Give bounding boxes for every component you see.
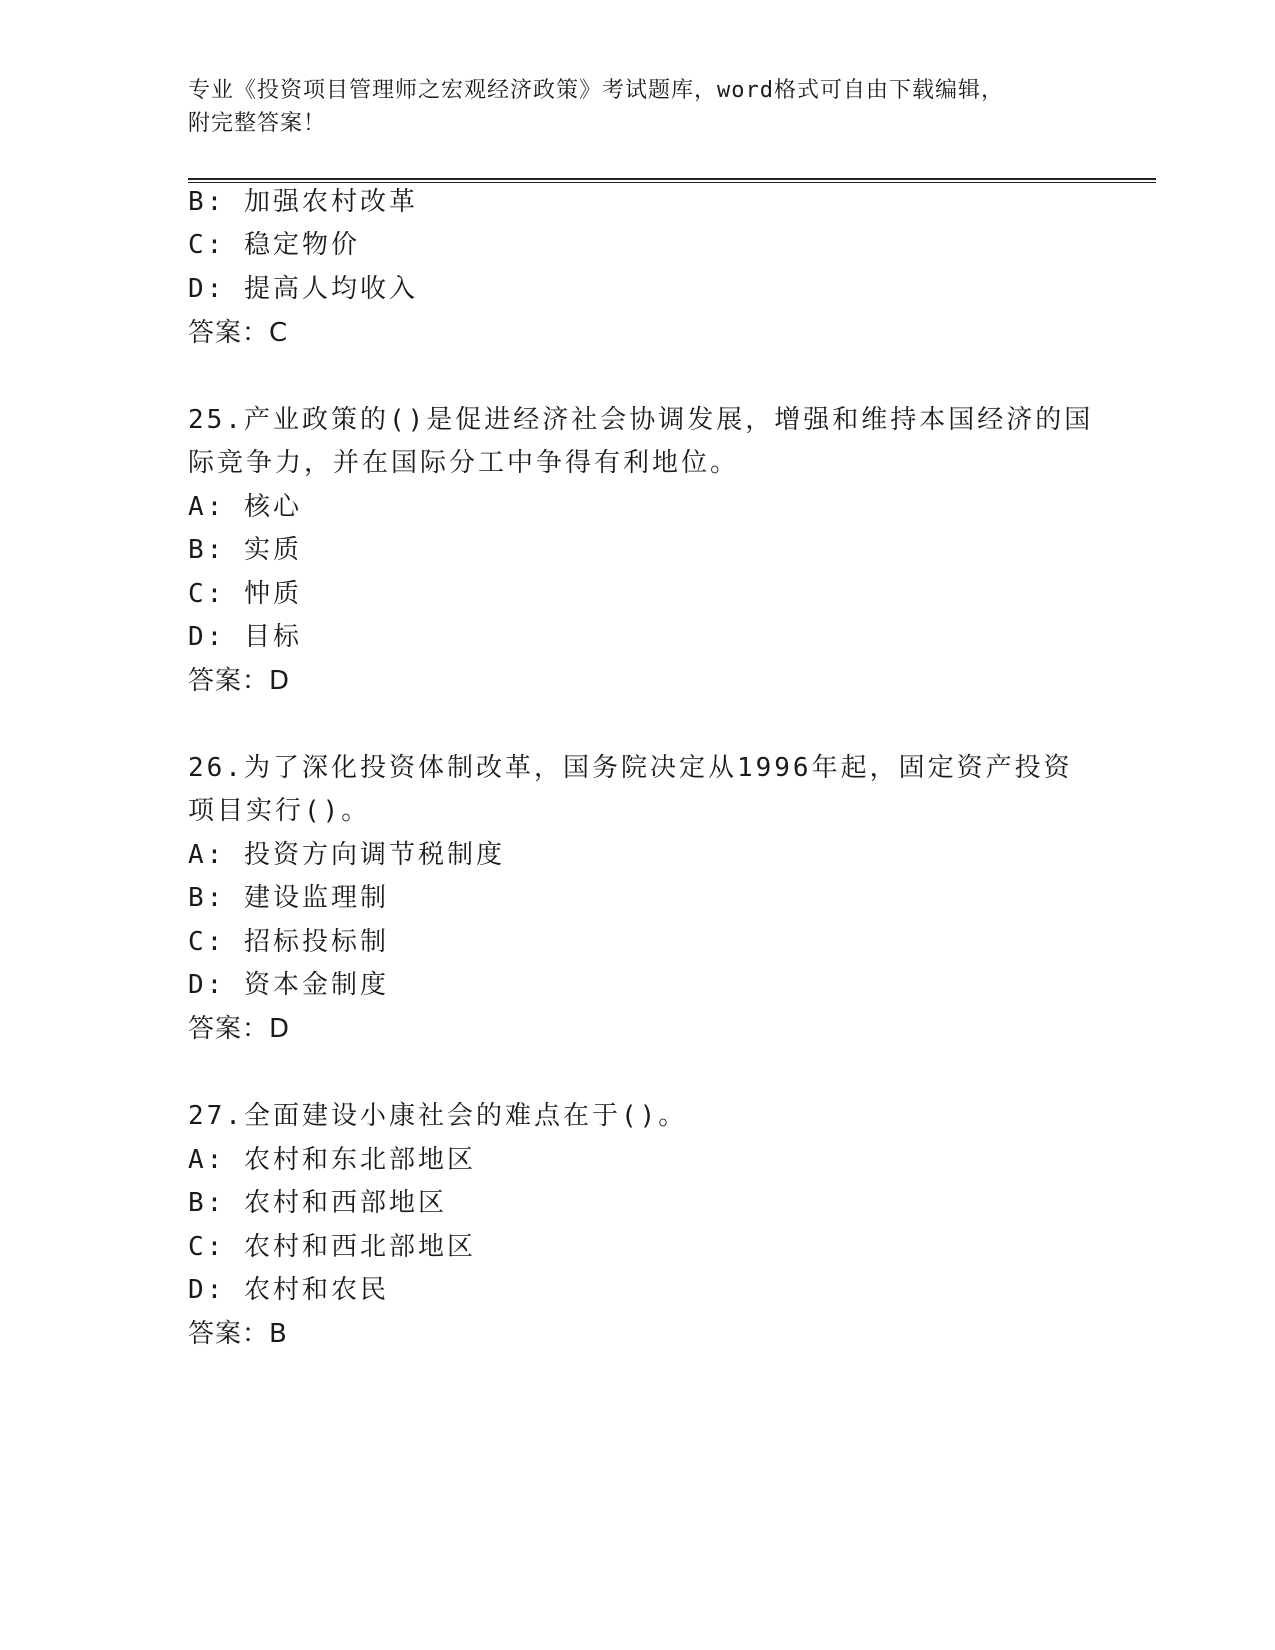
option-b: B: 实质 <box>188 535 302 565</box>
question-stem: 27.全面建设小康社会的难点在于()。 <box>188 1101 688 1131</box>
option-d: D: 目标 <box>188 622 302 652</box>
option-a: A: 农村和东北部地区 <box>188 1145 476 1175</box>
option-a: A: 投资方向调节税制度 <box>188 840 505 870</box>
answer-line: 答案：B <box>188 1319 288 1349</box>
option-b: B: 农村和西部地区 <box>188 1188 447 1218</box>
option-d: D: 提高人均收入 <box>188 274 418 304</box>
question-stem-continued: 际竞争力，并在国际分工中争得有利地位。 <box>188 448 740 478</box>
option-d: D: 资本金制度 <box>188 970 389 1000</box>
header-title-line: 专业《投资项目管理师之宏观经济政策》考试题库，word格式可自由下载编辑， <box>188 78 1004 103</box>
header-divider <box>188 178 1156 183</box>
answer-line: 答案：C <box>188 318 289 348</box>
option-b: B: 建设监理制 <box>188 883 389 913</box>
question-stem-continued: 项目实行()。 <box>188 796 371 826</box>
option-b: B: 加强农村改革 <box>188 187 418 217</box>
header-subtitle-line: 附完整答案！ <box>188 111 327 136</box>
option-a: A: 核心 <box>188 492 302 522</box>
question-stem: 25.产业政策的()是促进经济社会协调发展，增强和维持本国经济的国 <box>188 405 1094 435</box>
document-header <box>188 74 1088 140</box>
option-c: C: 稳定物价 <box>188 230 360 260</box>
document-page <box>188 0 1148 1650</box>
answer-line: 答案：D <box>188 1014 291 1044</box>
option-c: C: 忡质 <box>188 579 302 609</box>
option-c: C: 招标投标制 <box>188 927 389 957</box>
question-stem: 26.为了深化投资体制改革，国务院决定从1996年起，固定资产投资 <box>188 753 1073 783</box>
option-d: D: 农村和农民 <box>188 1275 389 1305</box>
answer-line: 答案：D <box>188 666 291 696</box>
option-c: C: 农村和西北部地区 <box>188 1232 476 1262</box>
